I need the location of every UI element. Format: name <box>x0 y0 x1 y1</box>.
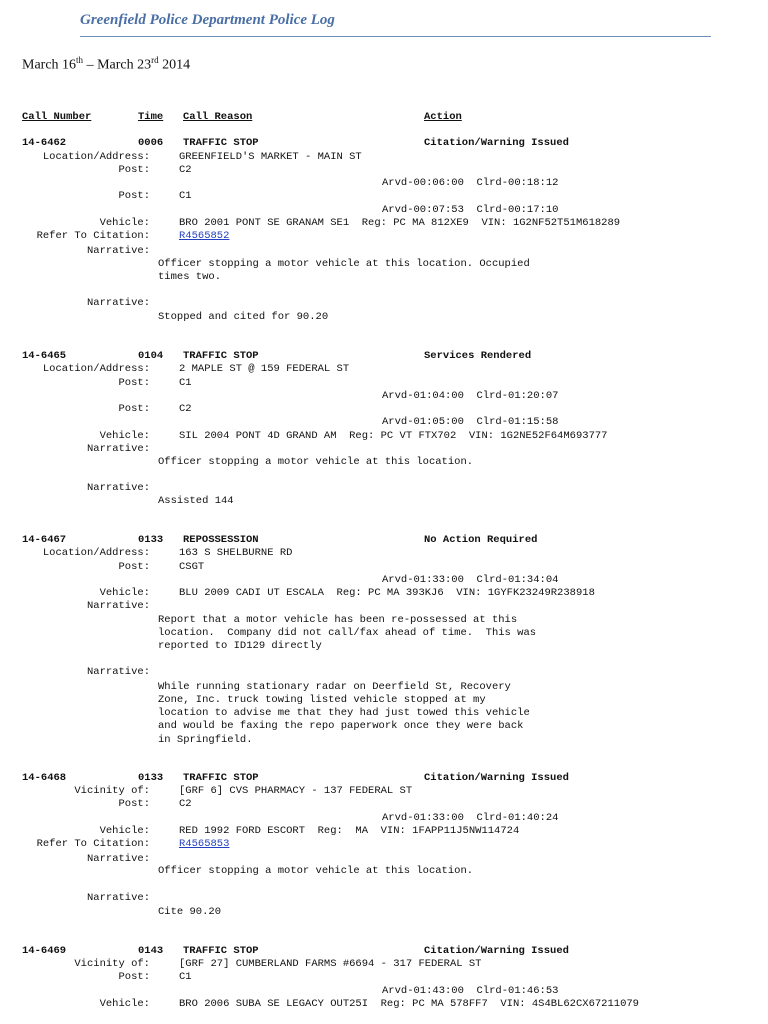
post-value: CSGT <box>179 561 205 573</box>
location-label: Location/Address: <box>42 151 150 163</box>
post-label: Post: <box>118 798 150 810</box>
post-value: C1 <box>179 190 192 202</box>
location-label: Location/Address: <box>42 363 150 375</box>
call-time: 0006 <box>138 137 164 149</box>
narrative-label: Narrative: <box>86 600 150 612</box>
call-number: 14-6467 <box>22 534 67 546</box>
arrival-clear-times: Arvd-01:04:00 Clrd-01:20:07 <box>382 390 559 402</box>
vicinity-value: [GRF 27] CUMBERLAND FARMS #6694 - 317 FEDERAL ST <box>179 958 482 970</box>
vehicle-label: Vehicle: <box>99 217 150 229</box>
date-range: March 16th – March 23rd 2014 <box>22 55 191 73</box>
narrative-line: Zone, Inc. truck towing listed vehicle stopped at my <box>158 694 486 706</box>
vehicle-value: BLU 2009 CADI UT ESCALA Reg: PC MA 393KJ6 VIN: 1GYFK23249R238918 <box>179 587 595 599</box>
refer-citation-label: Refer To Citation: <box>36 838 150 850</box>
call-time: 0133 <box>138 772 164 784</box>
refer-citation-label: Refer To Citation: <box>36 230 150 242</box>
call-time: 0104 <box>138 350 164 362</box>
post-value: C2 <box>179 164 192 176</box>
vicinity-label: Vicinity of: <box>74 785 150 797</box>
narrative-line: Officer stopping a motor vehicle at this location. <box>158 456 474 468</box>
citation-link[interactable]: R4565853 <box>179 838 230 850</box>
narrative-label: Narrative: <box>86 245 150 257</box>
narrative-line: and would be faxing the repo paperwork once they were back <box>158 720 524 732</box>
narrative-line: Assisted 144 <box>158 495 234 507</box>
call-number: 14-6469 <box>22 945 67 957</box>
post-value: C2 <box>179 403 192 415</box>
call-time: 0143 <box>138 945 164 957</box>
call-number: 14-6465 <box>22 350 67 362</box>
vehicle-label: Vehicle: <box>99 825 150 837</box>
call-reason: TRAFFIC STOP <box>183 772 259 784</box>
narrative-line: in Springfield. <box>158 734 253 746</box>
location-value: GREENFIELD'S MARKET - MAIN ST <box>179 151 362 163</box>
col-call-number: Call Number <box>22 111 92 123</box>
col-call-reason: Call Reason <box>183 111 253 123</box>
post-label: Post: <box>118 403 150 415</box>
call-reason: TRAFFIC STOP <box>183 350 259 362</box>
call-time: 0133 <box>138 534 164 546</box>
col-action: Action <box>424 111 462 123</box>
call-reason: TRAFFIC STOP <box>183 137 259 149</box>
post-label: Post: <box>118 971 150 983</box>
arrival-clear-times: Arvd-01:33:00 Clrd-01:34:04 <box>382 574 559 586</box>
call-action: Citation/Warning Issued <box>424 945 569 957</box>
narrative-label: Narrative: <box>86 482 150 494</box>
call-number: 14-6468 <box>22 772 67 784</box>
citation-link[interactable]: R4565852 <box>179 230 230 242</box>
narrative-line: Cite 90.20 <box>158 906 222 918</box>
narrative-label: Narrative: <box>86 666 150 678</box>
vehicle-value: BRO 2001 PONT SE GRANAM SE1 Reg: PC MA 812XE9 VIN: 1G2NF52T51M618289 <box>179 217 621 229</box>
call-action: No Action Required <box>424 534 538 546</box>
arrival-clear-times: Arvd-01:05:00 Clrd-01:15:58 <box>382 416 559 428</box>
post-value: C2 <box>179 798 192 810</box>
vehicle-label: Vehicle: <box>99 998 150 1010</box>
call-action: Citation/Warning Issued <box>424 772 569 784</box>
call-number: 14-6462 <box>22 137 67 149</box>
narrative-line: While running stationary radar on Deerfield St, Recovery <box>158 681 511 693</box>
narrative-line: Report that a motor vehicle has been re-possessed at this <box>158 614 518 626</box>
call-action: Citation/Warning Issued <box>424 137 569 149</box>
location-value: 2 MAPLE ST @ 159 FEDERAL ST <box>179 363 350 375</box>
call-reason: REPOSSESSION <box>183 534 259 546</box>
narrative-label: Narrative: <box>86 443 150 455</box>
arrival-clear-times: Arvd-01:43:00 Clrd-01:46:53 <box>382 985 559 997</box>
post-label: Post: <box>118 561 150 573</box>
narrative-line: Officer stopping a motor vehicle at this location. Occupied <box>158 258 530 270</box>
post-value: C1 <box>179 971 192 983</box>
call-reason: TRAFFIC STOP <box>183 945 259 957</box>
vicinity-label: Vicinity of: <box>74 958 150 970</box>
vehicle-label: Vehicle: <box>99 430 150 442</box>
location-label: Location/Address: <box>42 547 150 559</box>
vehicle-label: Vehicle: <box>99 587 150 599</box>
call-action: Services Rendered <box>424 350 532 362</box>
post-label: Post: <box>118 164 150 176</box>
narrative-label: Narrative: <box>86 853 150 865</box>
location-value: 163 S SHELBURNE RD <box>179 547 293 559</box>
narrative-label: Narrative: <box>86 297 150 309</box>
arrival-clear-times: Arvd-00:06:00 Clrd-00:18:12 <box>382 177 559 189</box>
post-label: Post: <box>118 190 150 202</box>
arrival-clear-times: Arvd-01:33:00 Clrd-01:40:24 <box>382 812 559 824</box>
narrative-line: Stopped and cited for 90.20 <box>158 311 329 323</box>
page-header-title: Greenfield Police Department Police Log <box>80 12 335 28</box>
narrative-line: location. Company did not call/fax ahead of time. This was <box>158 627 537 639</box>
arrival-clear-times: Arvd-00:07:53 Clrd-00:17:10 <box>382 204 559 216</box>
header-rule <box>80 36 711 37</box>
narrative-line: reported to ID129 directly <box>158 640 322 652</box>
vehicle-value: RED 1992 FORD ESCORT Reg: MA VIN: 1FAPP11J5NW114724 <box>179 825 520 837</box>
col-time: Time <box>138 111 164 123</box>
narrative-line: Officer stopping a motor vehicle at this location. <box>158 865 474 877</box>
vehicle-value: BRO 2006 SUBA SE LEGACY OUT25I Reg: PC MA 578FF7 VIN: 4S4BL62CX67211079 <box>179 998 639 1010</box>
post-label: Post: <box>118 377 150 389</box>
vicinity-value: [GRF 6] CVS PHARMACY - 137 FEDERAL ST <box>179 785 413 797</box>
narrative-line: location to advise me that they had just towed this vehicle <box>158 707 530 719</box>
narrative-label: Narrative: <box>86 892 150 904</box>
post-value: C1 <box>179 377 192 389</box>
narrative-line: times two. <box>158 271 222 283</box>
vehicle-value: SIL 2004 PONT 4D GRAND AM Reg: PC VT FTX702 VIN: 1G2NE52F64M693777 <box>179 430 608 442</box>
